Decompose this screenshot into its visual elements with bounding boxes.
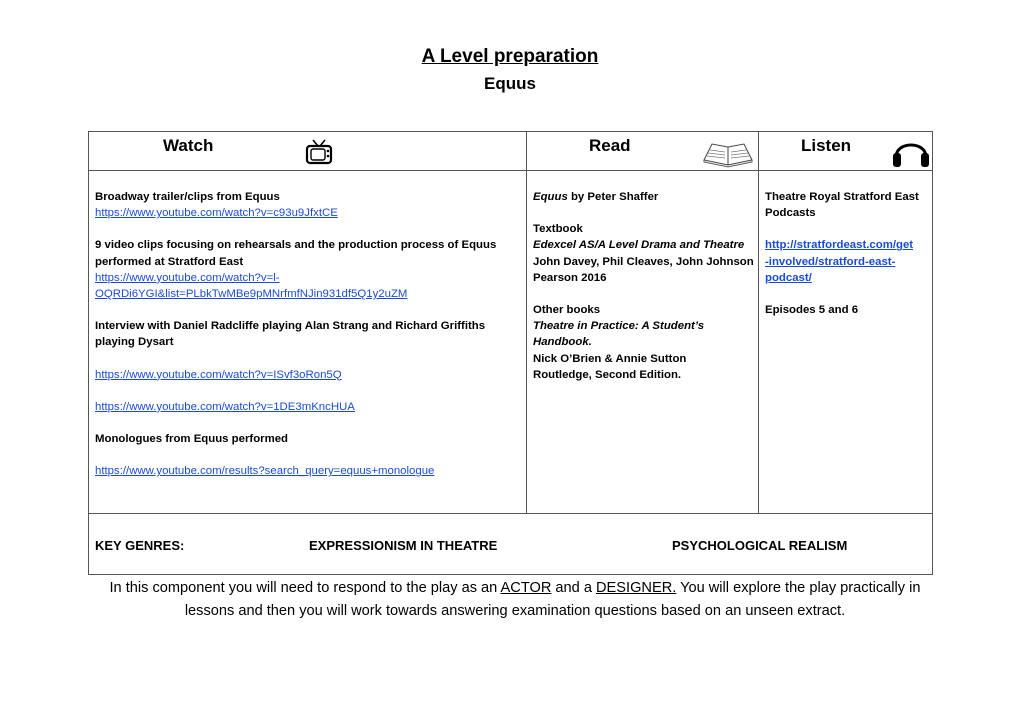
textbook-title: Edexcel AS/A Level Drama and Theatre	[533, 239, 745, 252]
other-book-authors: Nick O’Brien & Annie Sutton	[533, 352, 687, 365]
podcast-label: Podcasts	[765, 207, 816, 220]
other-book-title: Handbook.	[533, 336, 592, 349]
watch-link[interactable]: https://www.youtube.com/watch?v=l-	[95, 271, 280, 284]
headphones-icon	[890, 133, 932, 169]
read-cell	[533, 189, 755, 383]
textbook-publisher: Pearson 2016	[533, 271, 607, 284]
page-subtitle: Equus	[484, 74, 536, 93]
watch-link[interactable]: https://www.youtube.com/watch?v=1DE3mKncHUA	[95, 400, 355, 413]
watch-item-label: 9 video clips focusing on rehearsals and the production process of Equus	[95, 239, 497, 252]
podcast-label: Theatre Royal Stratford East	[765, 191, 919, 203]
column-divider	[758, 132, 759, 513]
component-description: In this component you will need to respond to the play as an ACTOR and a DESIGNER. You will explore the play practically in lessons and then you will work towards answering examination questions based on an unseen extract.	[109, 580, 921, 619]
page-title: A Level preparation	[421, 46, 599, 67]
watch-item-label: Interview with Daniel Radcliffe playing Alan Strang and Richard Griffiths	[95, 320, 486, 333]
actor-emphasis: ACTOR	[500, 580, 552, 596]
open-book-icon	[702, 138, 754, 168]
watch-cell	[95, 189, 523, 479]
watch-link[interactable]: OQRDi6YGI&list=PLbkTwMBe9pMNrfmfNJin931df5Q1y2uZM	[95, 288, 408, 301]
column-divider	[526, 132, 527, 513]
watch-item-label: playing Dysart	[95, 336, 174, 349]
textbook-label: Textbook	[533, 223, 583, 236]
designer-emphasis: DESIGNER.	[596, 580, 677, 596]
genre-row-divider	[89, 513, 932, 514]
other-book-publisher: Routledge, Second Edition.	[533, 368, 682, 381]
tv-icon	[304, 138, 334, 166]
key-genres-label: KEY GENRES:	[95, 538, 185, 553]
listen-cell	[765, 189, 931, 318]
podcast-link[interactable]: -involved/stratford-east-	[765, 255, 896, 268]
play-title: Equus	[533, 191, 568, 203]
watch-link[interactable]: https://www.youtube.com/results?search_query=equus+monologue	[95, 465, 435, 478]
header-row-divider	[89, 170, 932, 171]
textbook-authors: John Davey, Phil Cleaves, John Johnson	[533, 255, 754, 268]
other-book-title: Theatre in Practice: A Student’s	[533, 320, 705, 333]
listen-heading: Listen	[801, 136, 852, 155]
read-heading: Read	[589, 136, 631, 155]
watch-item-label: Monologues from Equus performed	[95, 433, 289, 446]
watch-item-label: performed at Stratford East	[95, 255, 244, 268]
watch-link[interactable]: https://www.youtube.com/watch?v=c93u9JfxtCE	[95, 207, 338, 220]
genre-psychological-realism: PSYCHOLOGICAL REALISM	[672, 538, 848, 553]
resources-table	[88, 131, 933, 575]
episodes-text: Episodes 5 and 6	[765, 304, 859, 317]
play-author: by Peter Shaffer	[567, 191, 659, 203]
genre-expressionism: EXPRESSIONISM IN THEATRE	[309, 538, 498, 553]
other-books-label: Other books	[533, 304, 601, 317]
podcast-link[interactable]: podcast/	[765, 271, 812, 284]
watch-item-label: Broadway trailer/clips from Equus	[95, 191, 280, 203]
podcast-link[interactable]: http://stratfordeast.com/get	[765, 239, 914, 252]
watch-heading: Watch	[163, 136, 214, 155]
watch-link[interactable]: https://www.youtube.com/watch?v=ISvf3oRon5Q	[95, 368, 342, 381]
